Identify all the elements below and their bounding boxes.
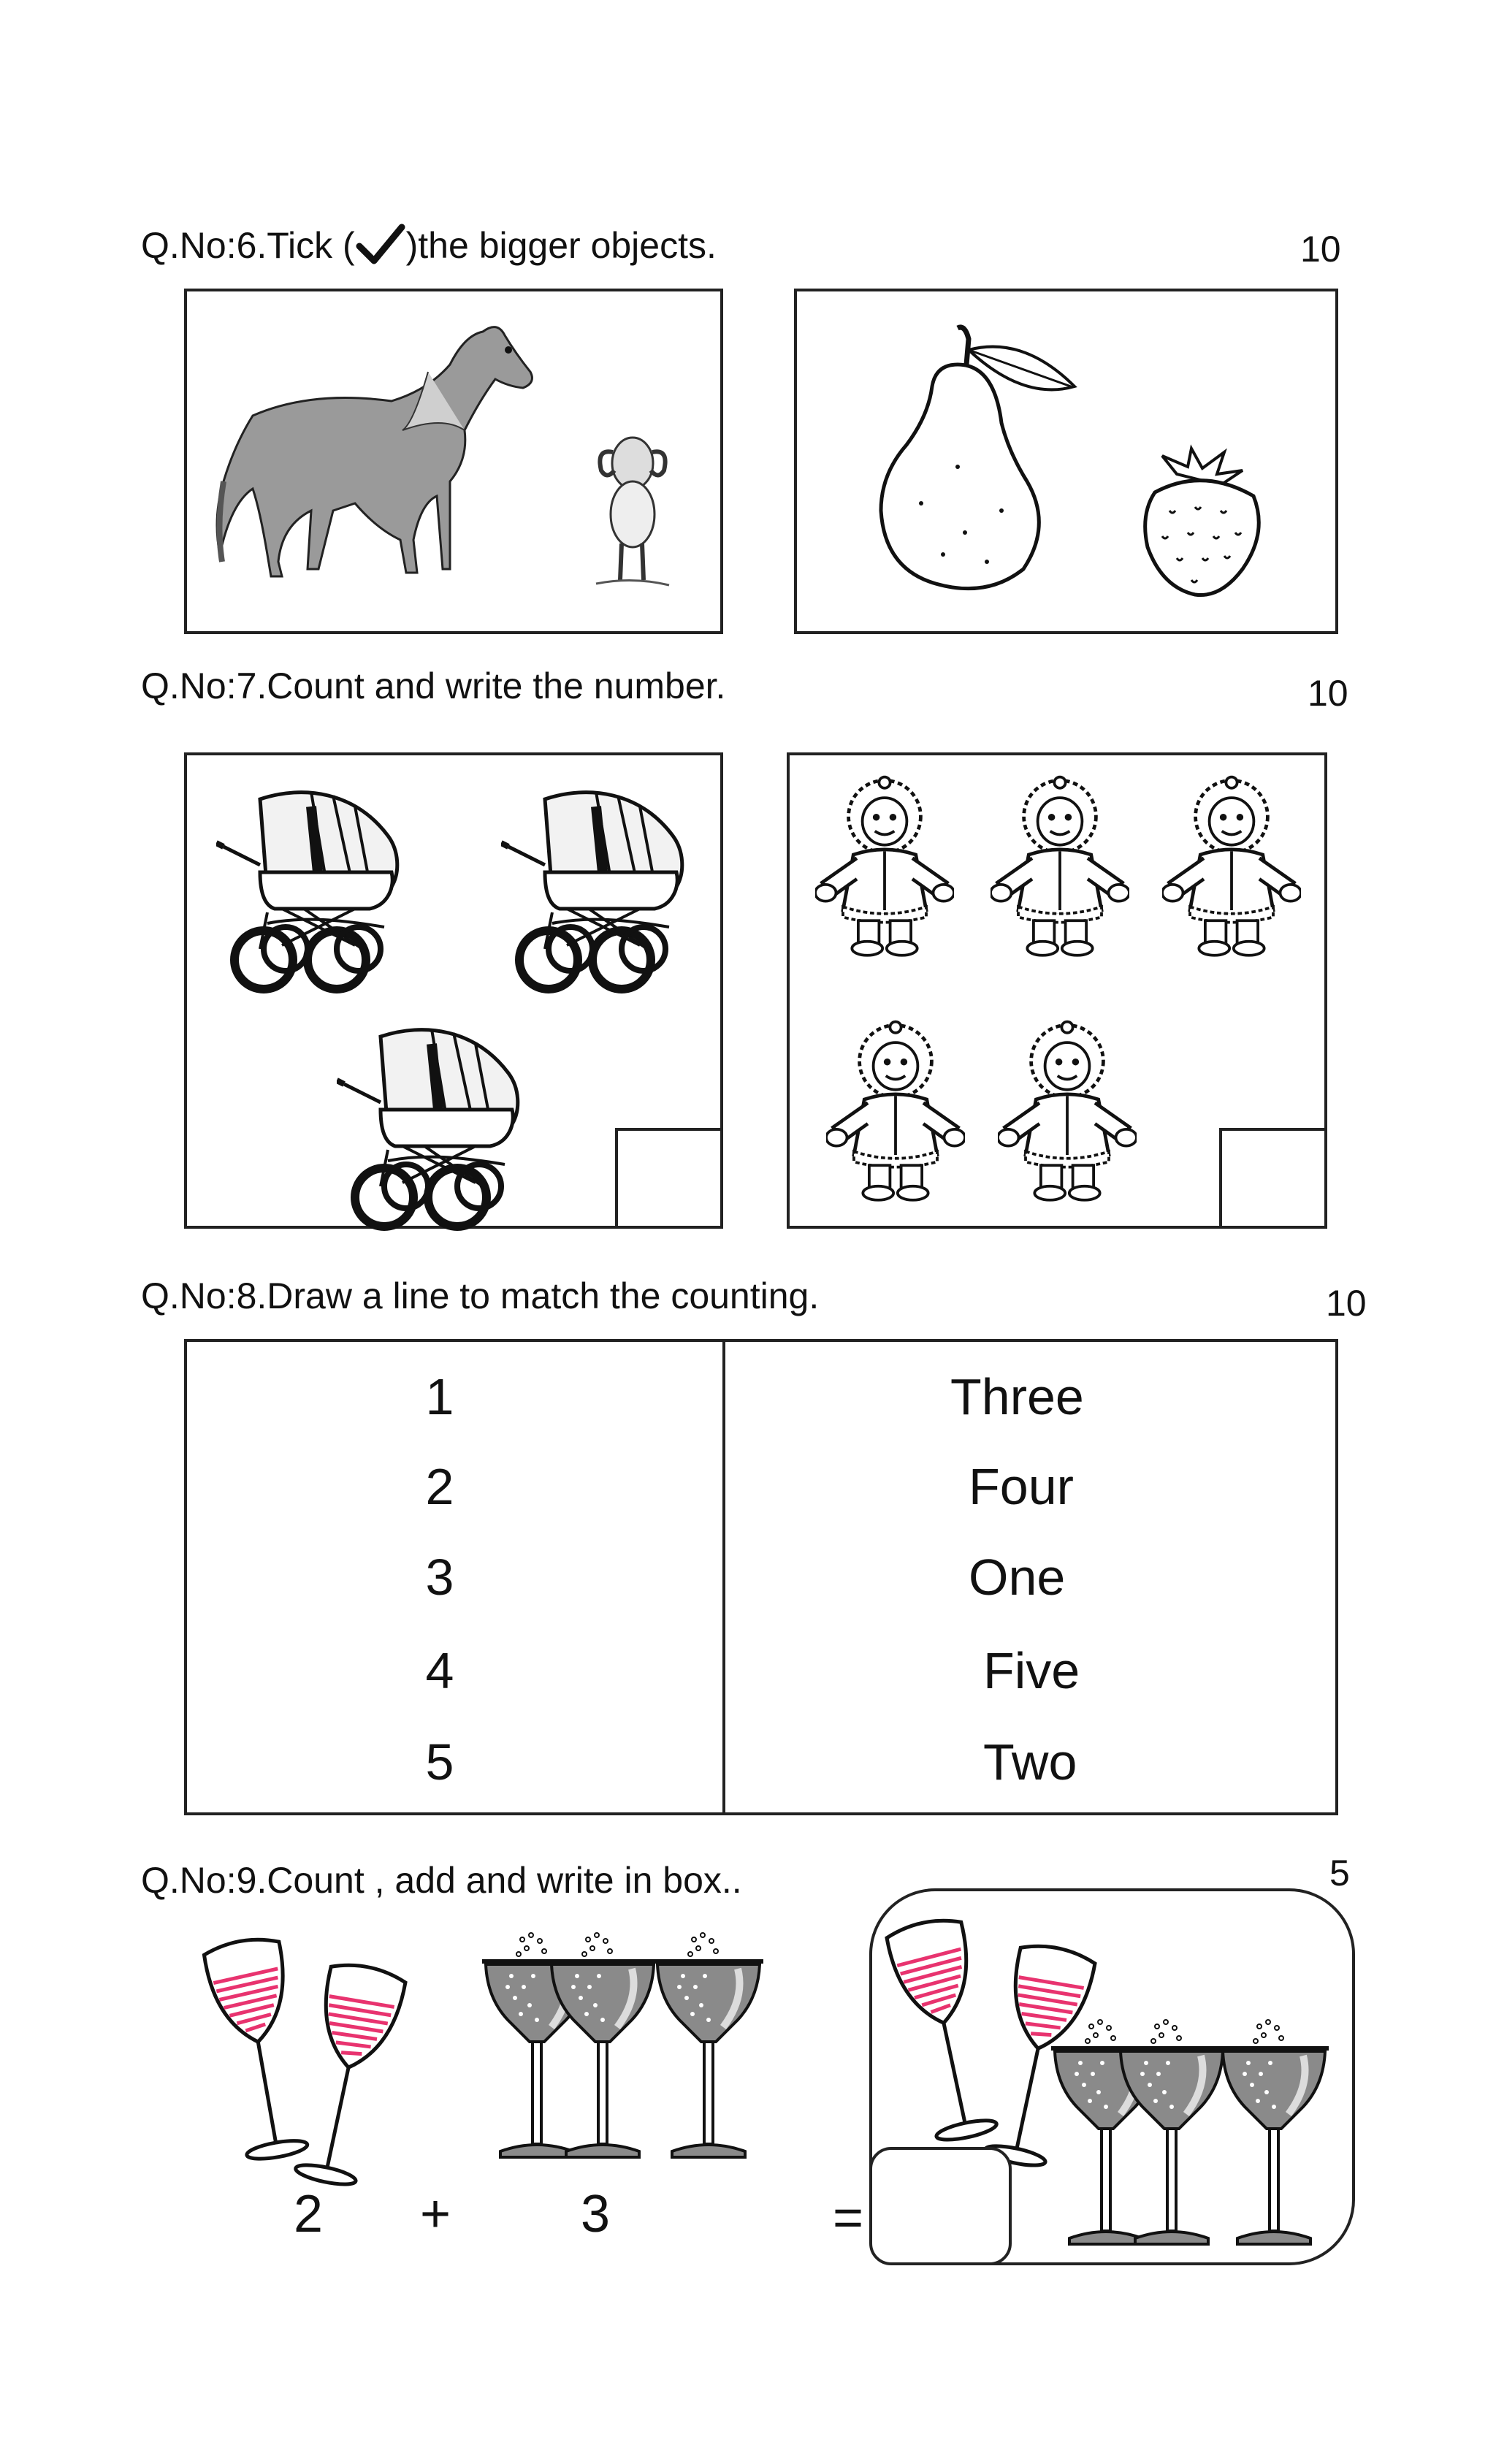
pram-image bbox=[501, 777, 691, 996]
number-4: 4 bbox=[425, 1642, 454, 1699]
pram-image bbox=[337, 1015, 527, 1234]
number-3: 3 bbox=[425, 1549, 454, 1606]
eskimo-child-image bbox=[998, 1018, 1137, 1208]
question-7-title: Q.No:7.Count and write the number. bbox=[141, 665, 726, 706]
eskimo-child-image bbox=[1162, 774, 1301, 964]
word-two: Two bbox=[983, 1733, 1077, 1790]
q9-answer-box[interactable] bbox=[869, 2147, 1012, 2265]
horse-image bbox=[209, 321, 545, 613]
word-one: One bbox=[969, 1549, 1066, 1606]
question-6-marks: 10 bbox=[1300, 229, 1341, 270]
q7-eskimos-answer-box[interactable] bbox=[1219, 1128, 1327, 1229]
question-9-marks: 5 bbox=[1329, 1853, 1350, 1893]
addend-2: 2 bbox=[294, 2185, 324, 2243]
number-1: 1 bbox=[425, 1368, 454, 1425]
number-2: 2 bbox=[425, 1458, 454, 1515]
q7-eskimos-panel bbox=[787, 752, 1327, 1229]
pram-image bbox=[216, 777, 406, 996]
question-9-title: Q.No:9.Count , add and write in box.. bbox=[141, 1860, 742, 1901]
q9-result-panel bbox=[869, 1888, 1355, 2265]
eskimo-child-image bbox=[991, 774, 1129, 964]
word-five: Five bbox=[983, 1642, 1080, 1699]
number-5: 5 bbox=[425, 1733, 454, 1790]
question-8-marks: 10 bbox=[1326, 1283, 1367, 1324]
equals-sign: = bbox=[833, 2189, 864, 2247]
question-6-title bbox=[141, 223, 717, 267]
cocktail-glass-image bbox=[650, 1932, 767, 2166]
question-7-marks: 10 bbox=[1308, 673, 1348, 714]
q6-animals-panel bbox=[184, 289, 723, 634]
addend-3: 3 bbox=[581, 2185, 611, 2243]
sheep-image bbox=[592, 430, 673, 591]
eskimo-child-image bbox=[826, 1018, 965, 1208]
q6-fruits-panel bbox=[794, 289, 1338, 634]
question-6-text-before: Q.No:6.Tick ( bbox=[141, 225, 355, 266]
q7-prams-panel bbox=[184, 752, 723, 1229]
matching-table bbox=[184, 1339, 1338, 1815]
word-three: Three bbox=[950, 1368, 1084, 1425]
cocktail-glass-image bbox=[1216, 2019, 1332, 2253]
table-divider bbox=[722, 1342, 725, 1812]
strawberry-image bbox=[1133, 445, 1272, 606]
pear-image bbox=[877, 321, 1096, 598]
question-6-text-after: )the bigger objects. bbox=[405, 225, 717, 266]
eskimo-child-image bbox=[815, 774, 954, 964]
question-8-title: Q.No:8.Draw a line to match the counting. bbox=[141, 1275, 820, 1316]
plus-sign: + bbox=[420, 2185, 451, 2243]
q7-prams-answer-box[interactable] bbox=[615, 1128, 723, 1229]
check-mark-icon bbox=[355, 223, 406, 267]
word-four: Four bbox=[969, 1458, 1074, 1515]
cocktail-glass-image bbox=[544, 1932, 661, 2166]
cocktail-glass-image bbox=[1113, 2019, 1230, 2253]
